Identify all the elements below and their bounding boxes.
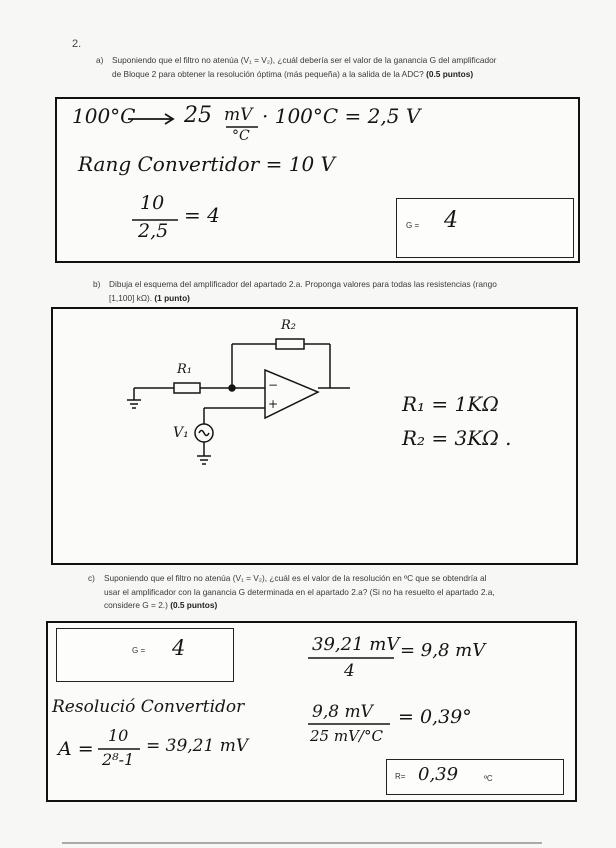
- hw-c-div-right: = 9,8 mV: [400, 640, 486, 661]
- hw-a-frac-den: 2,5: [138, 220, 169, 242]
- hw-c-a-den: 2⁸-1: [102, 750, 135, 769]
- part-c-gain-label: G =: [132, 646, 146, 655]
- part-c-result-box: [386, 759, 564, 795]
- part-c-gain-value: 4: [172, 636, 186, 660]
- part-a-result-label: G =: [406, 221, 420, 230]
- question-number: 2.: [72, 38, 82, 50]
- hw-a-frac-result: = 4: [184, 203, 220, 227]
- part-a-points: (0.5 puntos): [426, 68, 474, 79]
- part-a-line1: Suponiendo que el filtro no atenúa (V₁ = V₂), ¿cuál debería ser el valor de la ganancia G del amplificador: [112, 55, 497, 65]
- hw-b-r1-value: R₁ = 1KΩ: [402, 392, 499, 416]
- hw-c-res-right: = 0,39°: [398, 706, 472, 728]
- label-r1: R₁: [177, 362, 192, 377]
- hw-c-res-den: 25 mV/°C: [310, 727, 383, 745]
- part-b-letter: b): [93, 279, 101, 289]
- hw-a-line1-mid: 25: [184, 103, 212, 128]
- part-c-points: (0.5 puntos): [170, 600, 218, 610]
- part-c-result-label: R=: [395, 772, 406, 781]
- hw-c-a-num: 10: [108, 726, 129, 745]
- hw-a-line1-right: · 100°C = 2,5 V: [262, 104, 421, 128]
- part-c-line2: usar el amplificador con la ganancia G determinada en el apartado 2.a? (Si no ha resuelto el apartado 2.a,: [104, 586, 495, 597]
- hw-b-r2-value: R₂ = 3KΩ .: [402, 426, 512, 450]
- hw-c-resolucio: Resolució Convertidor: [52, 697, 245, 717]
- part-c-result-unit: ºC: [484, 774, 493, 783]
- hw-c-div-den: 4: [344, 661, 355, 681]
- label-plus: +: [268, 397, 279, 411]
- part-b-line1: Dibuja el esquema del amplificador del apartado 2.a. Proponga valores para todas las resistencias (rango: [109, 279, 497, 289]
- part-a-letter: a): [96, 55, 104, 65]
- hw-c-a-right: = 39,21 mV: [146, 736, 249, 756]
- hw-a-unit-den: °C: [232, 128, 250, 144]
- part-a-line2: de Bloque 2 para obtener la resolución óptima (más pequeña) a la salida de la ADC?: [112, 68, 424, 79]
- hw-c-div-num: 39,21 mV: [312, 634, 400, 655]
- hw-a-line2: Rang Convertidor = 10 V: [78, 152, 335, 176]
- part-c-letter: c): [88, 573, 95, 583]
- part-b-line2: [1,100] kΩ).: [109, 292, 153, 303]
- hw-a-frac-num: 10: [140, 192, 165, 214]
- label-minus: −: [268, 378, 279, 392]
- page-bottom-rule: [62, 842, 542, 844]
- hw-c-res-num: 9,8 mV: [312, 702, 373, 722]
- part-c-line1: Suponiendo que el filtro no atenúa (V₁ = V₂), ¿cuál es el valor de la resolución en ºC que se obtendría al: [104, 573, 487, 583]
- hw-c-a-left: A =: [58, 738, 94, 760]
- part-c-result-value: 0,39: [418, 764, 459, 785]
- hw-a-line1-left: 100°C: [72, 104, 136, 128]
- part-c-line3: considere G = 2.): [104, 600, 168, 610]
- label-v1: V₁: [173, 425, 189, 441]
- part-a-result-value: 4: [444, 208, 458, 233]
- label-r2: R₂: [281, 318, 296, 333]
- part-b-points: (1 punto): [154, 292, 190, 303]
- hw-a-unit-num: mV: [224, 105, 253, 125]
